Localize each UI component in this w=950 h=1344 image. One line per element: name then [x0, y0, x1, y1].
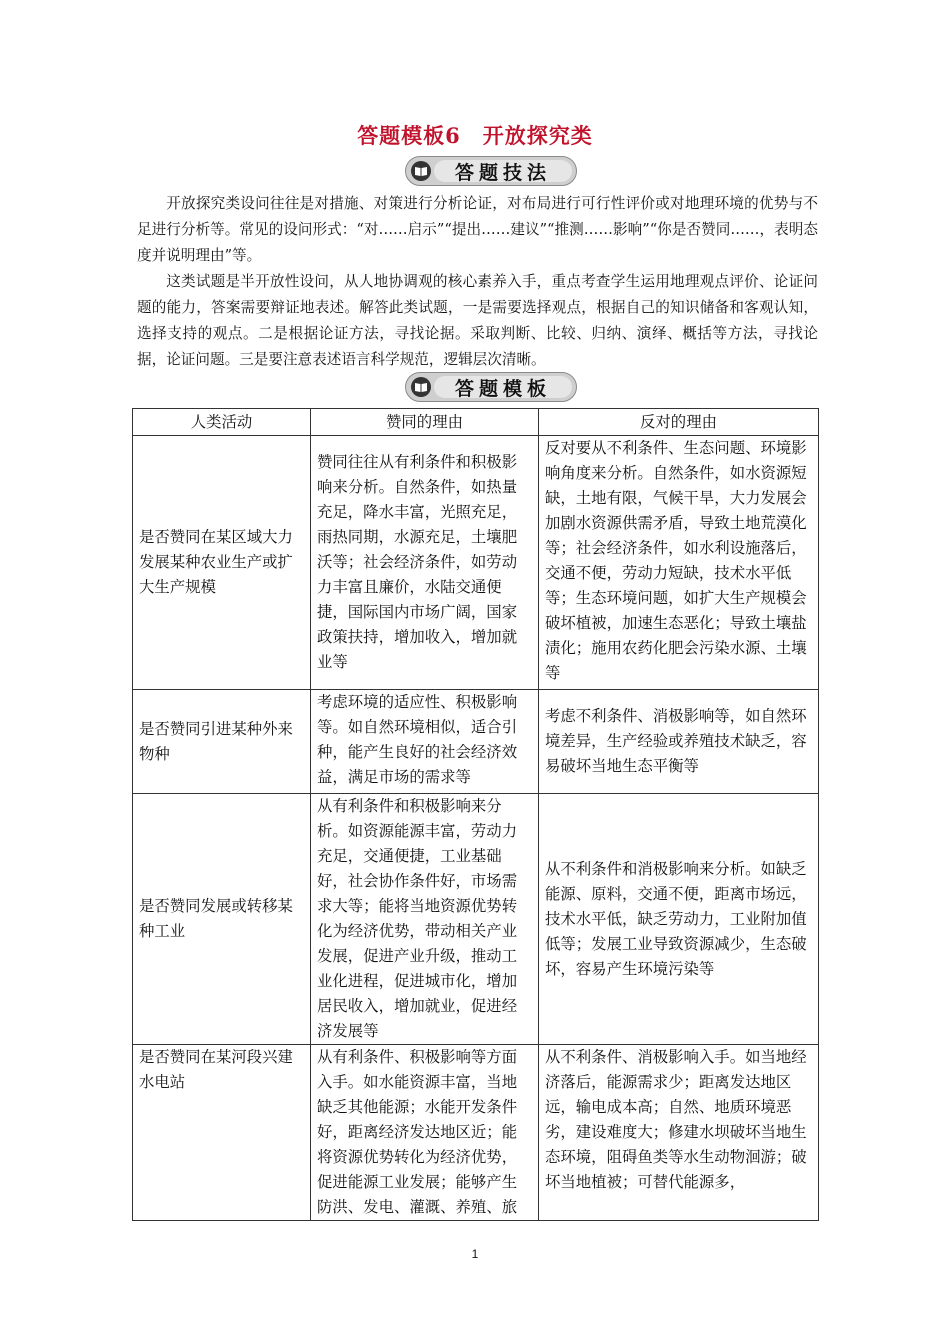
table-header-row	[133, 409, 819, 436]
con-cell: 考虑不利条件、消极影响等，如自然环境差异，生产经验或养殖技术缺乏，容易破坏当地生态平衡等	[539, 690, 819, 794]
page-title: 答题模板6 开放探究类	[357, 123, 593, 148]
section-banner-label: 答题模板	[434, 376, 572, 398]
table-row	[133, 436, 819, 690]
table-row	[133, 1045, 819, 1221]
activity-cell: 是否赞同引进某种外来物种	[133, 690, 311, 794]
pro-cell: 从有利条件、积极影响等方面入手。如水能资源丰富，当地缺乏其他能源；水能开发条件好，距离经济发达地区近；能将资源优势转化为经济优势，促进能源工业发展；能够产生防洪、发电、灌溉、养殖、旅	[311, 1045, 539, 1221]
pro-cell: 考虑环境的适应性、积极影响等。如自然环境相似，适合引种，能产生良好的社会经济效益，满足市场的需求等	[311, 690, 539, 794]
activity-cell: 是否赞同在某河段兴建水电站	[133, 1045, 311, 1221]
pro-cell: 赞同往往从有利条件和积极影响来分析。自然条件，如热量充足，降水丰富，光照充足，雨热同期，水源充足，土壤肥沃等；社会经济条件，如劳动力丰富且廉价，水陆交通便捷，国际国内市场广阔，国家政策扶持，增加收入，增加就业等	[311, 436, 539, 690]
paragraph-1: 开放探究类设问往往是对措施、对策进行分析论证，对布局进行可行性评价或对地理环境的优势与不足进行分析等。常见的设问形式：“对……启示”“提出……建议”“推测……影响”“你是否赞同……，表明态度并说明理由”等。	[137, 195, 818, 264]
section-banner-techniques	[405, 156, 577, 186]
con-cell: 从不利条件、消极影响入手。如当地经济落后，能源需求少；距离发达地区远，输电成本高；自然、地质环境恶劣，建设难度大；修建水坝破坏当地生态环境，阻碍鱼类等水生动物洄游；破坏当地植被；可替代能源多，	[539, 1045, 819, 1221]
section-banner-template	[405, 372, 577, 402]
con-cell: 从不利条件和消极影响来分析。如缺乏能源、原料，交通不便，距离市场远，技术水平低，缺乏劳动力，工业附加值低等；发展工业导致资源减少，生态破坏，容易产生环境污染等	[539, 794, 819, 1045]
header-activity: 人类活动	[133, 409, 311, 436]
paragraph-2: 这类试题是半开放性设问，从人地协调观的核心素养入手，重点考查学生运用地理观点评价、论证问题的能力，答案需要辩证地表述。解答此类试题，一是需要选择观点，根据自己的知识储备和客观认知，选择支持的观点。二是根据论证方法，寻找论据。采取判断、比较、归纳、演绎、概括等方法，寻找论据，论证问题。三是要注意表述语言科学规范，逻辑层次清晰。	[137, 273, 818, 368]
header-pro: 赞同的理由	[311, 409, 539, 436]
pro-cell: 从有利条件和积极影响来分析。如资源能源丰富，劳动力充足，交通便捷，工业基础好，社会协作条件好，市场需求大等；能将当地资源优势转化为经济优势，带动相关产业发展，促进产业升级，推动工业化进程，促进城市化，增加居民收入，增加就业，促进经济发展等	[311, 794, 539, 1045]
book-icon	[411, 161, 431, 181]
header-con: 反对的理由	[539, 409, 819, 436]
answer-template-table	[132, 408, 819, 1221]
table-row	[133, 690, 819, 794]
section-banner-label: 答题技法	[434, 160, 572, 182]
activity-cell: 是否赞同发展或转移某种工业	[133, 794, 311, 1045]
book-icon	[411, 377, 431, 397]
activity-cell: 是否赞同在某区域大力发展某种农业生产或扩大生产规模	[133, 436, 311, 690]
table-row	[133, 794, 819, 1045]
con-cell: 反对要从不利条件、生态问题、环境影响角度来分析。自然条件，如水资源短缺，土地有限，气候干旱，大力发展会加剧水资源供需矛盾，导致土地荒漠化等；社会经济条件，如水利设施落后，交通不便，劳动力短缺，技术水平低等；生态环境问题，如扩大生产规模会破坏植被，加速生态恶化；导致土壤盐渍化；施用农药化肥会污染水源、土壤等	[539, 436, 819, 690]
page-number: 1	[471, 1247, 479, 1261]
